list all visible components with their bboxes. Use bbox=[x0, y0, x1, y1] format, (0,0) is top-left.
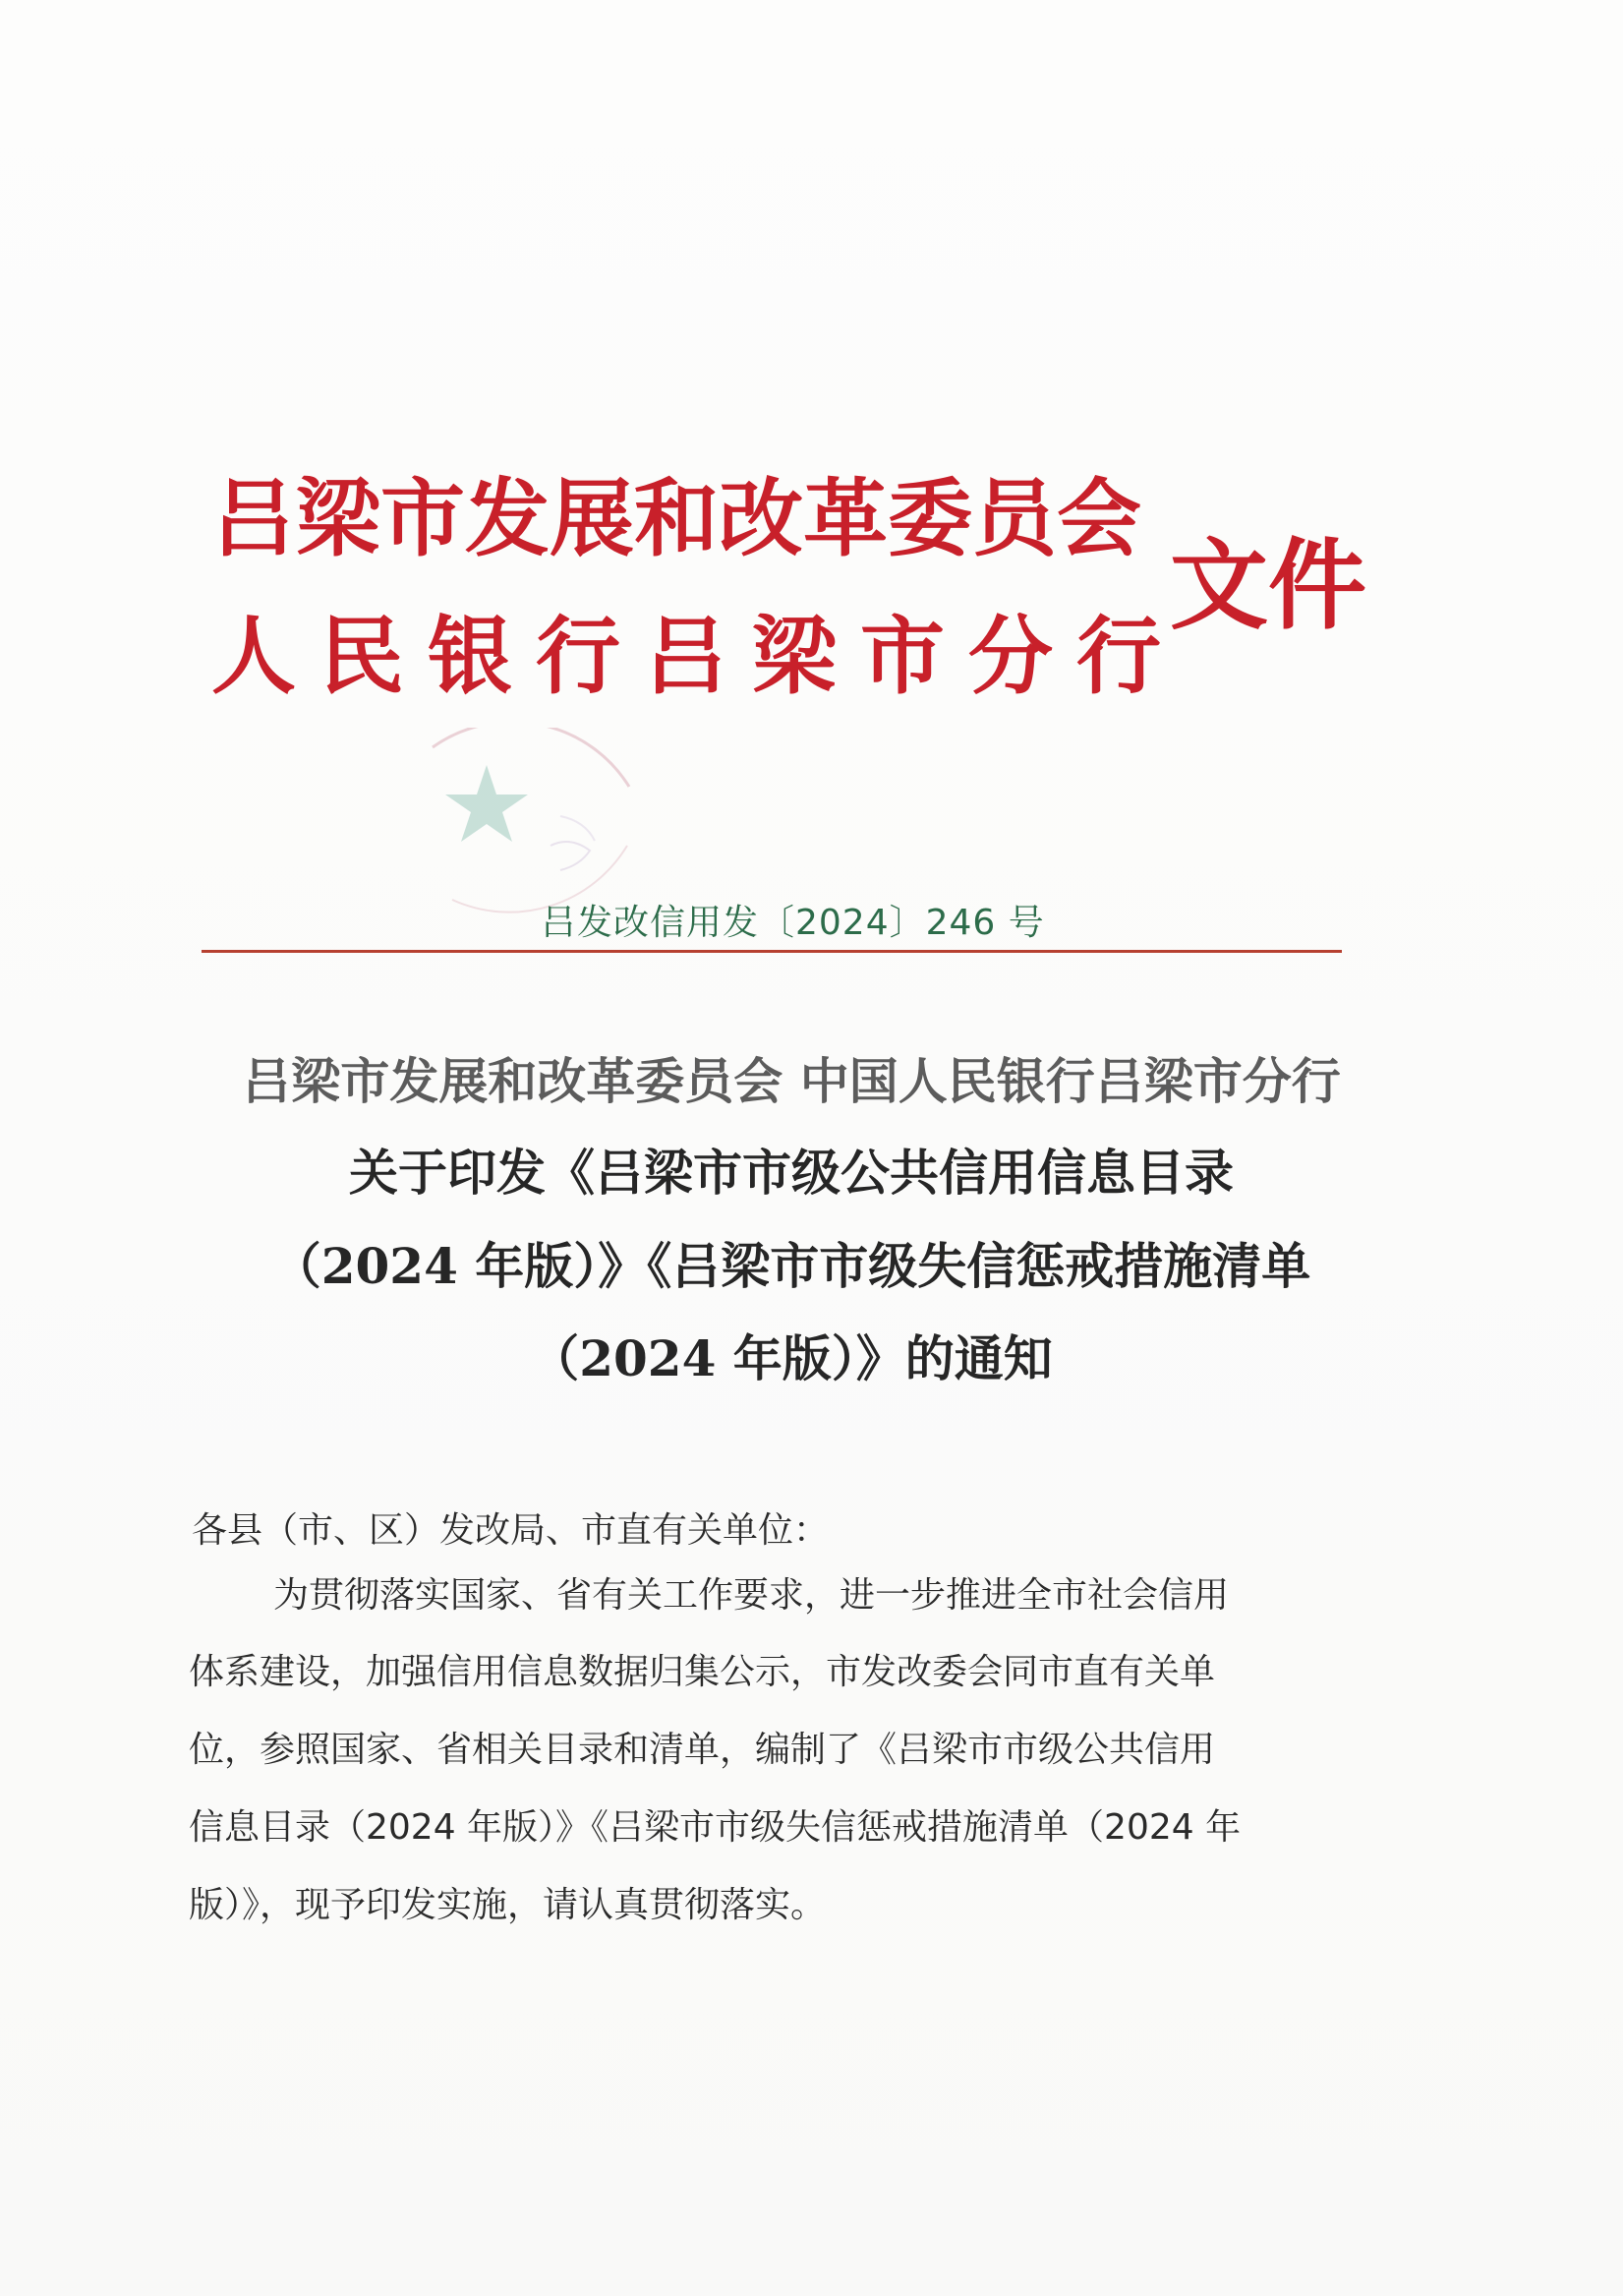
body-line: 体系建设，加强信用信息数据归集公示，市发改委会同市直有关单 bbox=[189, 1652, 1216, 1692]
body-line: 位，参照国家、省相关目录和清单，编制了《吕梁市市级公共信用 bbox=[189, 1730, 1216, 1770]
title-line-2: 关于印发《吕梁市市级公共信用信息目录 bbox=[349, 1144, 1234, 1202]
header-divider bbox=[202, 950, 1342, 953]
official-seal-icon bbox=[393, 728, 639, 914]
title-line-4: （2024 年版）》的通知 bbox=[530, 1329, 1053, 1387]
document-type-label: 文件 bbox=[1170, 527, 1366, 643]
title-line-1: 吕梁市发展和改革委员会 中国人民银行吕梁市分行 bbox=[242, 1052, 1341, 1110]
issuing-org-2: 人民银行吕梁市分行 bbox=[211, 607, 1185, 706]
body-line: 信息目录（2024 年版）》《吕梁市市级失信惩戒措施清单（2024 年 bbox=[189, 1807, 1242, 1848]
document-header bbox=[211, 469, 1420, 742]
salutation: 各县（市、区）发改局、市直有关单位： bbox=[192, 1510, 830, 1551]
body-line: 为贯彻落实国家、省有关工作要求，进一步推进全市社会信用 bbox=[273, 1575, 1230, 1616]
issuing-org-1: 吕梁市发展和改革委员会 bbox=[211, 469, 1141, 568]
document-number: 吕发改信用发〔2024〕246 号 bbox=[541, 903, 1045, 943]
body-line: 版）》，现予印发实施，请认真贯彻落实。 bbox=[189, 1885, 827, 1925]
title-line-3: （2024 年版）》《吕梁市市级失信惩戒措施清单 bbox=[271, 1237, 1311, 1295]
